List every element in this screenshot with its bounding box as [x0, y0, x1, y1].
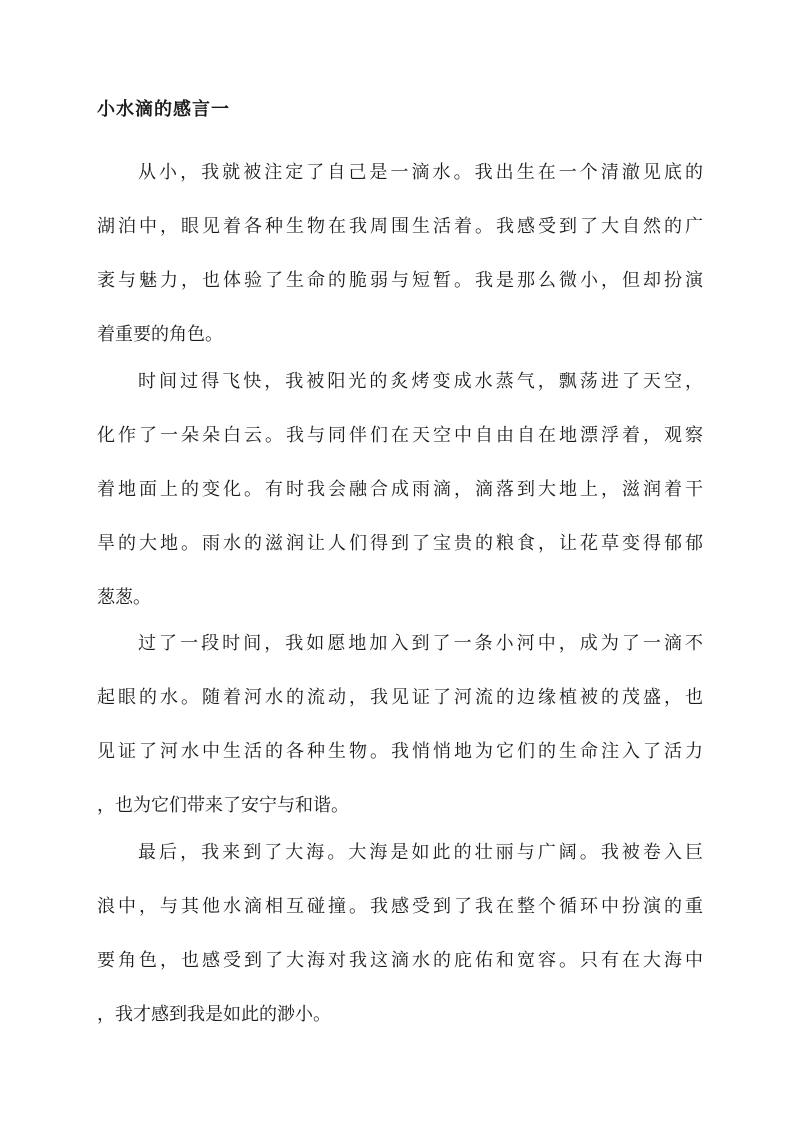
paragraph-2 — [97, 355, 703, 625]
text-line: 见证了河水中生活的各种生物。我悄悄地为它们的生命注入了活力 — [97, 741, 703, 762]
text-line: 旱的大地。雨水的滋润让人们得到了宝贵的粮食，让花草变得郁郁 — [97, 533, 703, 554]
paragraph-4 — [97, 826, 703, 1042]
paragraph-1 — [97, 146, 703, 362]
text-line: 着重要的角色。 — [97, 324, 223, 345]
text-line: ，也为它们带来了安宁与和谐。 — [97, 795, 349, 816]
text-line: 袤与魅力，也体验了生命的脆弱与短暂。我是那么微小，但却扮演 — [97, 270, 703, 291]
text-line: 葱葱。 — [97, 587, 151, 608]
text-line: 过了一段时间，我如愿地加入到了一条小河中，成为了一滴不 — [138, 633, 703, 654]
text-line: 湖泊中，眼见着各种生物在我周围生活着。我感受到了大自然的广 — [97, 216, 703, 237]
text-line: 时间过得飞快，我被阳光的炙烤变成水蒸气，飘荡进了天空， — [138, 371, 703, 392]
text-line: 起眼的水。随着河水的流动，我见证了河流的边缘植被的茂盛，也 — [97, 687, 703, 708]
document-title: 小水滴的感言一 — [97, 99, 230, 120]
paragraph-3 — [97, 617, 703, 833]
text-line: 从小，我就被注定了自己是一滴水。我出生在一个清澈见底的 — [138, 162, 703, 183]
text-line: 要角色，也感受到了大海对我这滴水的庇佑和宽容。只有在大海中 — [97, 950, 703, 971]
text-line: 着地面上的变化。有时我会融合成雨滴，滴落到大地上，滋润着干 — [97, 479, 703, 500]
text-line: ，我才感到我是如此的渺小。 — [97, 1004, 331, 1025]
text-line: 浪中，与其他水滴相互碰撞。我感受到了我在整个循环中扮演的重 — [97, 896, 703, 917]
text-line: 最后，我来到了大海。大海是如此的壮丽与广阔。我被卷入巨 — [138, 842, 703, 863]
text-line: 化作了一朵朵白云。我与同伴们在天空中自由自在地漂浮着，观察 — [97, 425, 703, 446]
